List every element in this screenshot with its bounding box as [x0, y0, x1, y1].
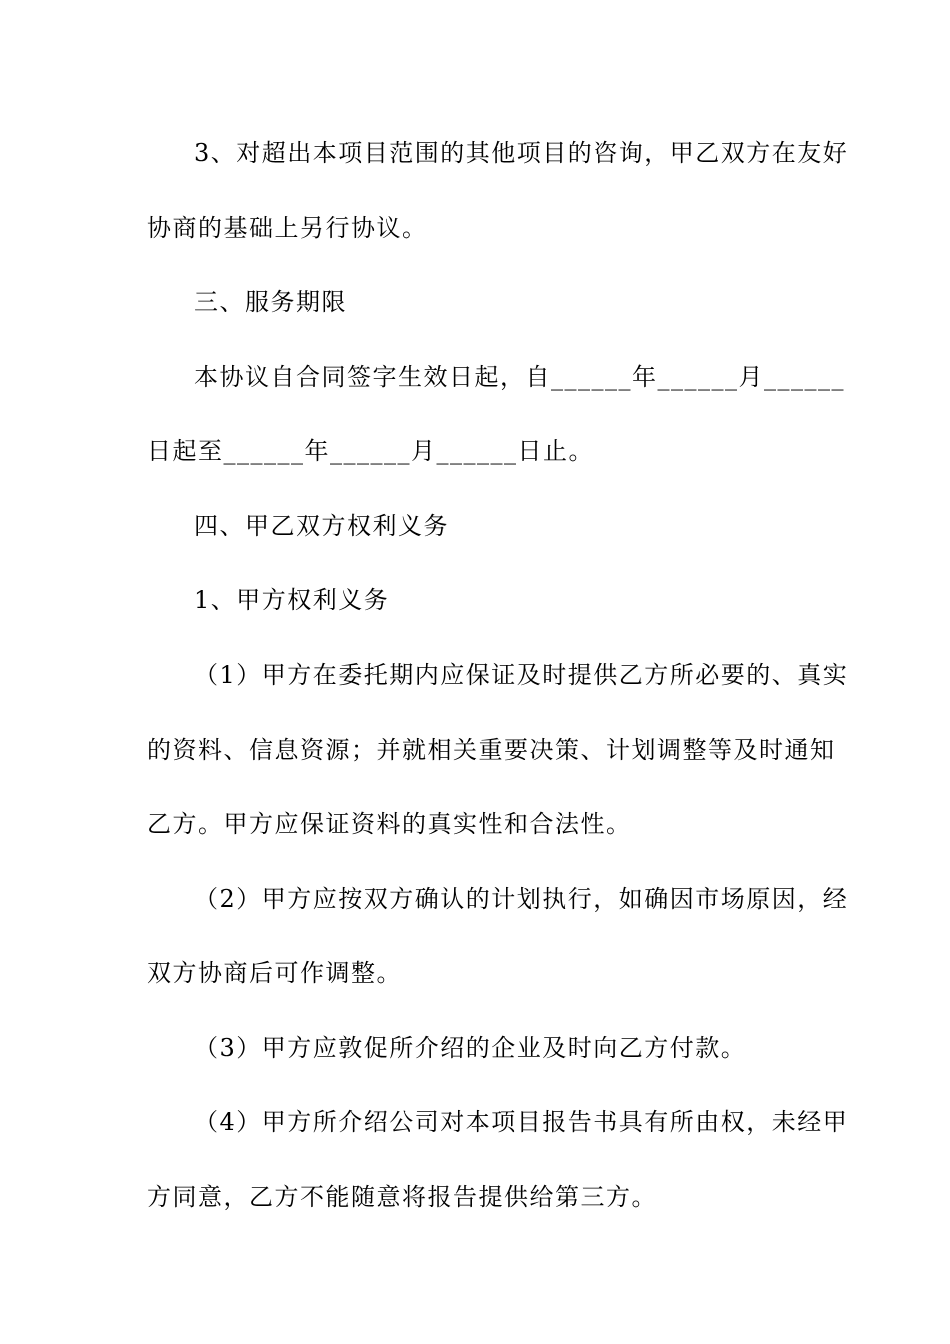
paragraph-line: 协商的基础上另行协议。 — [147, 214, 428, 242]
paragraph-line: 乙方。甲方应保证资料的真实性和合法性。 — [147, 810, 632, 838]
paragraph-line: 的资料、信息资源；并就相关重要决策、计划调整等及时通知 — [147, 736, 836, 764]
subsection-heading: 1、甲方权利义务 — [194, 586, 390, 614]
paragraph-line: （4）甲方所介绍公司对本项目报告书具有所由权，未经甲 — [194, 1108, 849, 1136]
paragraph-line: 本协议自合同签字生效日起，自______年______月______ — [194, 363, 845, 391]
paragraph-line: 双方协商后可作调整。 — [147, 959, 402, 987]
section-heading: 三、服务期限 — [194, 288, 347, 316]
paragraph-line: （2）甲方应按双方确认的计划执行，如确因市场原因，经 — [194, 885, 849, 913]
paragraph-line: （1）甲方在委托期内应保证及时提供乙方所必要的、真实 — [194, 661, 849, 689]
paragraph-line: （3）甲方应敦促所介绍的企业及时向乙方付款。 — [194, 1034, 747, 1062]
paragraph-line: 方同意，乙方不能随意将报告提供给第三方。 — [147, 1183, 657, 1211]
paragraph-line: 日起至______年______月______日止。 — [147, 437, 594, 465]
paragraph-line: 3、对超出本项目范围的其他项目的咨询，甲乙双方在友好 — [194, 139, 849, 167]
section-heading: 四、甲乙双方权利义务 — [194, 512, 449, 540]
